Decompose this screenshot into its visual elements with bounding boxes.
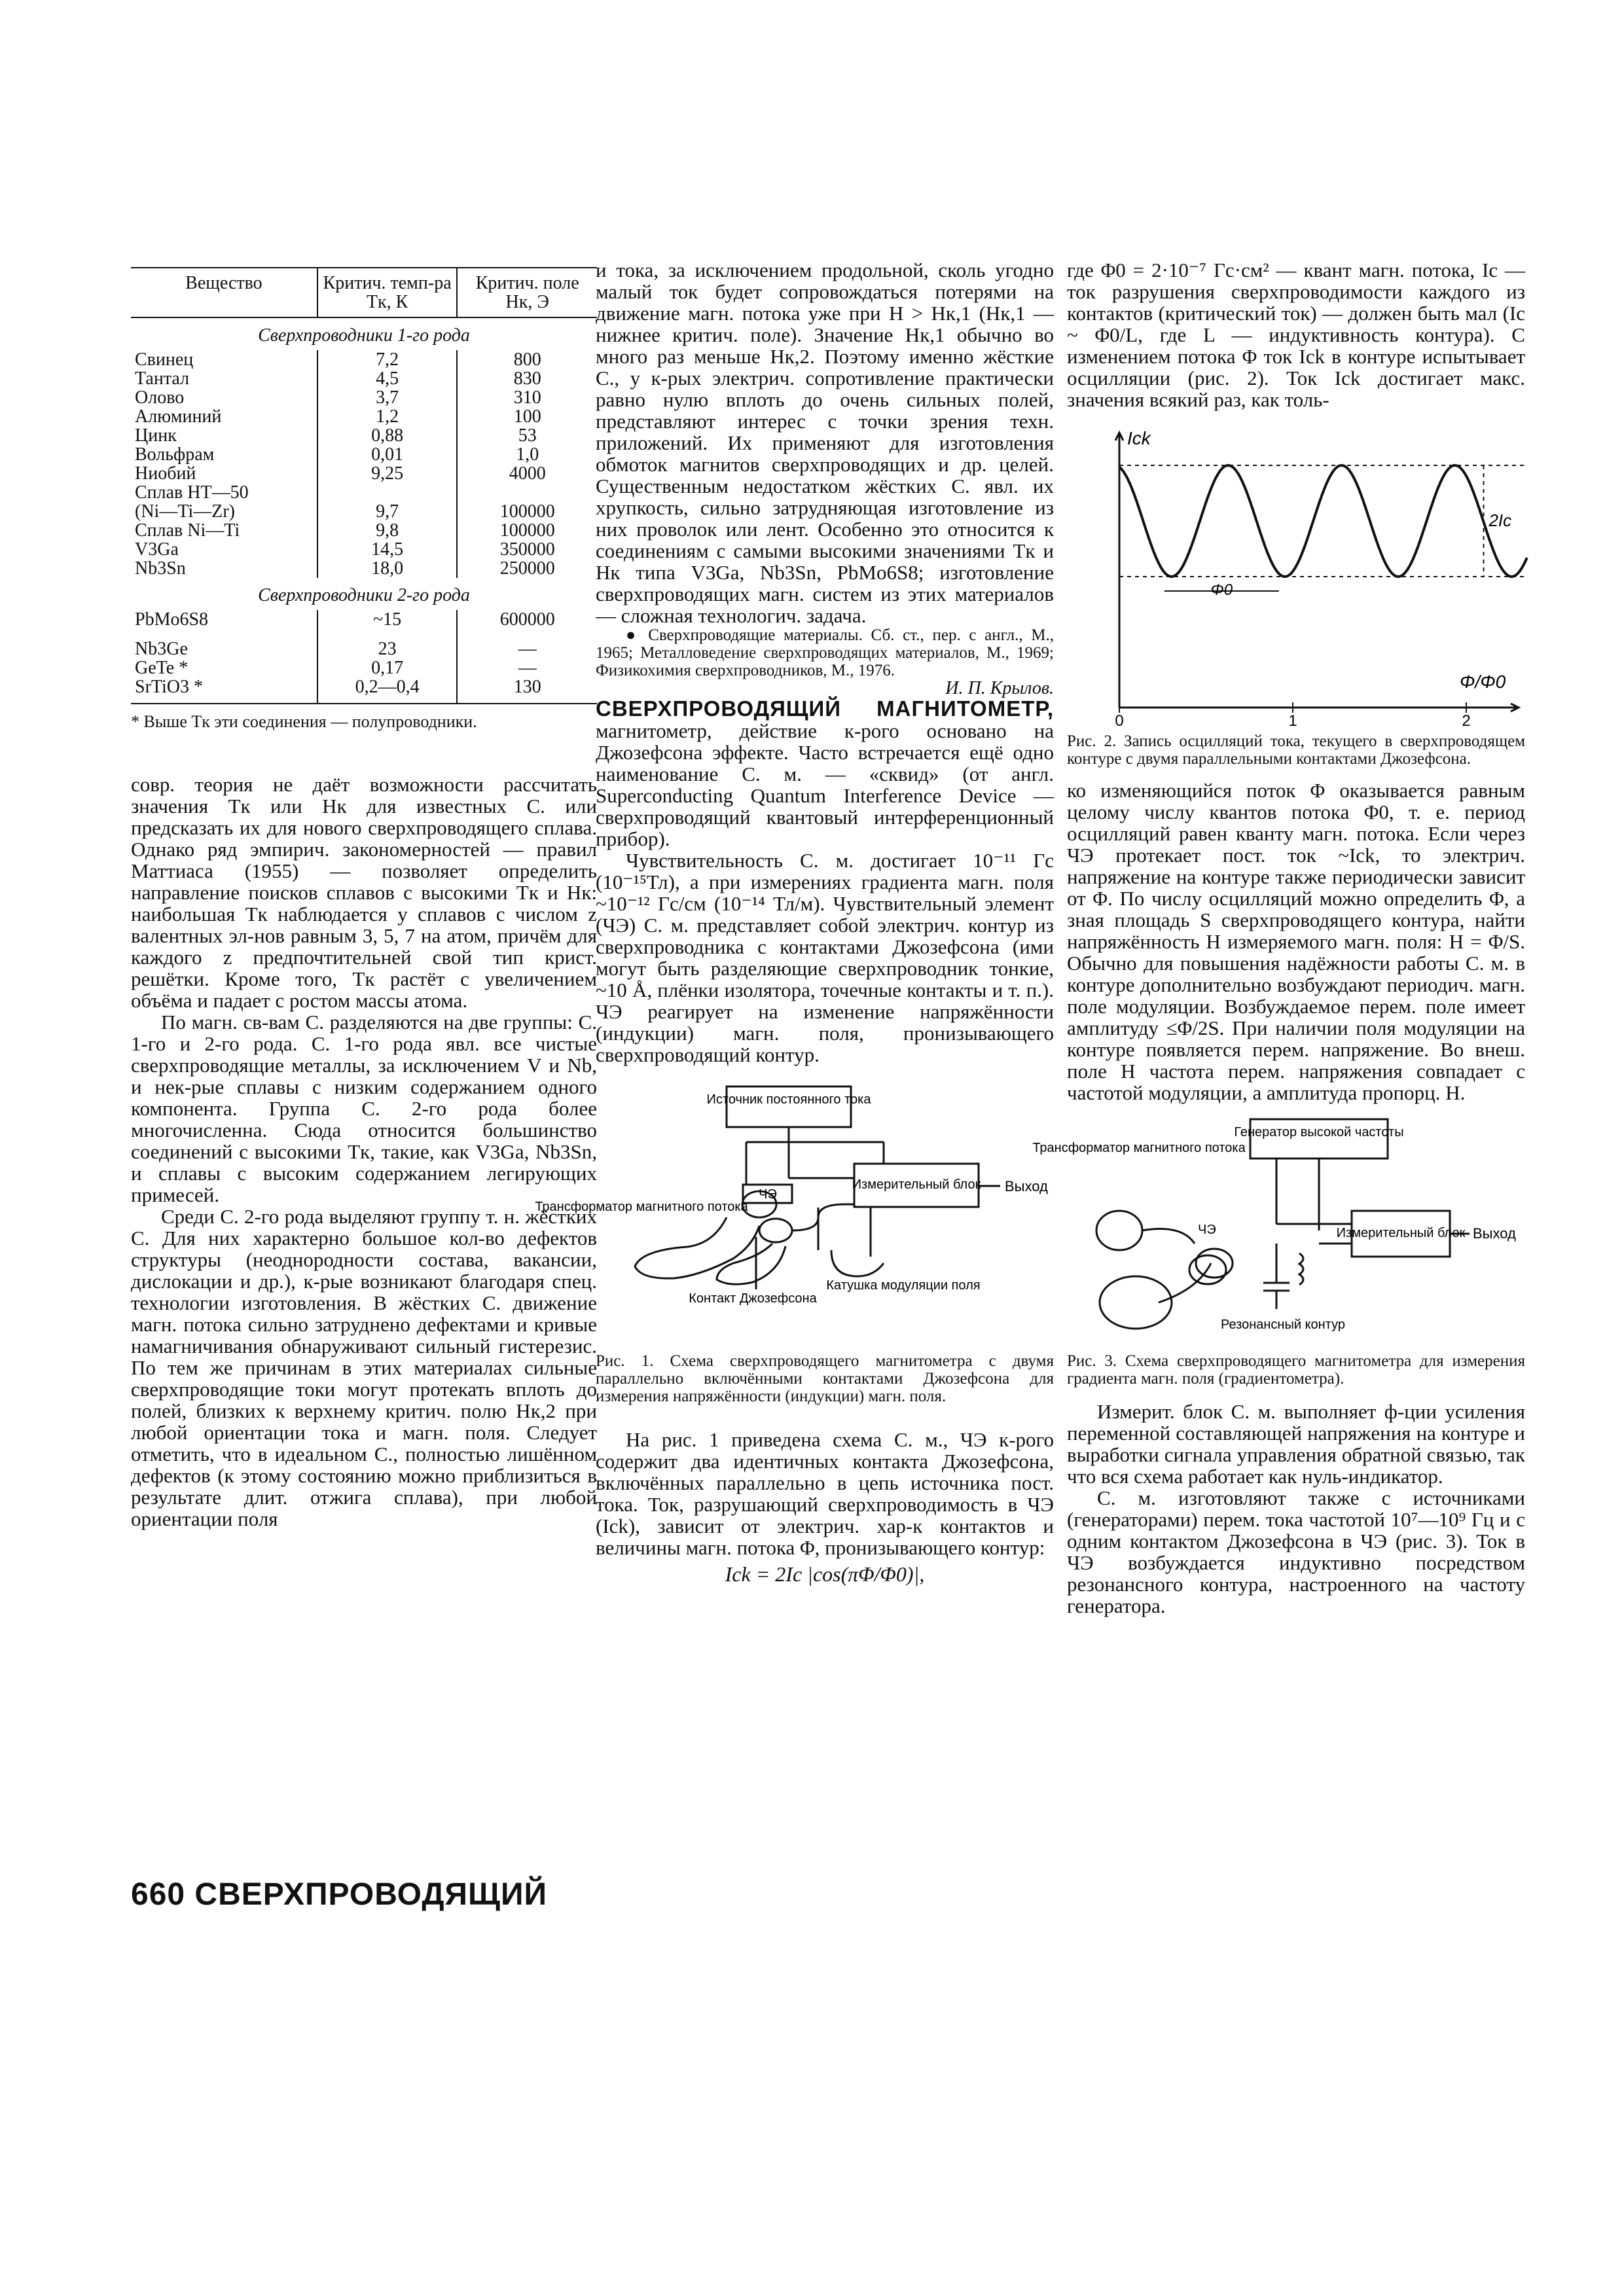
figure-2-chart: [1067, 420, 1525, 730]
table-row: Nb3Ge 23 —: [131, 629, 597, 658]
col1-paragraph: совр. теория не даёт возможности рассчитать значения Tк или Hк для известных С. или предсказать их для нового сверхпроводящего сплава. Однако ряд эмпирич. закономерностей — правил Маттиаса (1955) — позволяет определить направление поисков сплавов с высокими Tк и Hк: наибольшая Tк наблюдается у сплавов с числом z валентных эл-нов равным 3, 5, 7 на атом, причём для каждого z предпочтительней свой тип крист. решётки. Кроме того, Tк растёт с увеличением объёма и падает с ростом массы атома.: [131, 773, 597, 1012]
x-tick-label: 0: [1115, 712, 1124, 730]
col2-paragraph: Чувствительность С. м. достигает 10⁻¹¹ Гс (10⁻¹⁵Тл), а при измерениях градиента магн. поля ~10⁻¹² Гс/см (10⁻¹⁴ Тл/м). Чувствительный элемент (ЧЭ) С. м. представляет собой электрич. контур из сверхпроводника с контактами Джозефсона (ими могут быть разделяющие сверхпроводник тонкие, ~10 Å, плёнки изолятора, точечные контакты и т. п.). ЧЭ реагирует на изменение напряжённости (индукции) магн. поля, пронизывающего сверхпроводящий контур.: [596, 849, 1054, 1066]
generator-label: Генератор высокой частоты: [1234, 1125, 1404, 1139]
table-row: Свинец 7,2 800: [131, 350, 597, 369]
table-footnote: * Выше Tк эти соединения — полупроводники.: [131, 712, 477, 731]
table-row: Цинк 0,88 53: [131, 426, 597, 445]
column-1: [131, 267, 597, 1530]
page-folio: 660 СВЕРХПРОВОДЯЩИЙ: [131, 1877, 547, 1912]
meter-label: Измерительный блок: [1336, 1226, 1466, 1240]
resonant-label: Резонансный контур: [1221, 1318, 1345, 1332]
column-2: [535, 259, 1054, 1586]
table-row: SrTiO3 * 0,2—0,4 130: [131, 677, 597, 704]
table-head-temp: Критич. темп-ра Tк, К: [317, 268, 458, 317]
table-row: Ниобий 9,25 4000: [131, 464, 597, 483]
figure-2-caption: Рис. 2. Запись осцилляций тока, текущего в сверхпроводящем контуре с двумя параллельными контактами Джозефсона.: [1067, 732, 1525, 768]
col3-paragraph: где Φ0 = 2·10⁻⁷ Гс·см² — квант магн. потока, Ic — ток разрушения сверхпроводимости каждого из контактов (критический ток) — должен быть мал (Ic ~ Φ0/L, где L — индуктивность контура). С изменением потока Φ ток Ick в контуре испытывает осцилляции (рис. 2). Ток Ick достигает макс. значения всякий раз, как толь-: [1067, 259, 1525, 411]
table-row: PbMo6S8 ~15 600000: [131, 610, 597, 629]
table-row: GeTe * 0,17 —: [131, 658, 597, 677]
x-axis-label: Φ/Φ0: [1460, 672, 1506, 692]
col3-paragraph: ко изменяющийся поток Φ оказывается равным целому числу квантов потока Φ0, т. е. период осцилляций равен кванту магн. потока. Если через ЧЭ протекает пост. ток ~Ick, то электрич. напряжение на контуре также периодически зависит от Φ. По числу осцилляций можно определить Φ, а зная площадь S сверхпроводящего контура, найти напряжённость H измеряемого магн. поля: H = Φ/S. Обычно для повышения надёжности работы С. м. в контуре дополнительно возбуждают периодич. магн. поле модуляции. Возбуждаемое перем. поле имеет амплитуду ≤Φ/2S. При наличии поля модуляции на контуре появляется перем. напряжение. Во внеш. поле H частота перем. напряжения совпадает с частотой модуляции, а амплитуда пропорц. H.: [1067, 779, 1525, 1104]
table-row: V3Ga 14,5 350000: [131, 540, 597, 559]
table-row: Nb3Sn 18,0 250000: [131, 559, 597, 578]
table-group-1: Сверхпроводники 1-го рода: [258, 325, 470, 346]
contact-label: Контакт Джозефсона: [689, 1291, 817, 1306]
figure-3-caption: Рис. 3. Схема сверхпроводящего магнитометра для измерения градиента магн. поля (градиентометра).: [1067, 1352, 1525, 1388]
entry-heading: СВЕРХПРОВОДЯЩИЙ МАГНИТОМЕТР,: [596, 696, 1054, 721]
y-axis-label: Ick: [1127, 428, 1151, 448]
x-tick-label: 1: [1288, 712, 1297, 730]
table-head-field: Критич. поле Hк, Э: [457, 268, 597, 317]
coil-label: Катушка модуляции поля: [826, 1278, 981, 1293]
col2-paragraph: На рис. 1 приведена схема С. м., ЧЭ к-рого содержит два идентичных контакта Джозефсона, включённых параллельно в цепь источника пост. тока. Ток, разрушающий сверхпроводимость в ЧЭ (Ick), зависит от электрич. хар-к контактов и величины магн. потока Φ, пронизывающего контур:: [596, 1428, 1054, 1559]
col1-paragraph: По магн. св-вам С. разделяются на две группы: С. 1-го и 2-го рода. С. 1-го рода явл. все чистые сверхпроводящие металлы, за исключением V и Nb, и нек-рые сплавы с низким содержанием одного компонента. Группа С. 2-го рода более многочисленна. Сюда относится большинство соединений с высокими Tк, такие, как V3Ga, Nb3Sn, и сплавы с высоким содержанием легирующих примесей.: [131, 1011, 597, 1206]
che-label: ЧЭ: [759, 1187, 777, 1202]
x-tick-label: 2: [1462, 712, 1471, 730]
col3-paragraph: Измерит. блок С. м. выполняет ф-ции усиления переменной составляющей напряжения на контуре и выработки сигнала управления обратной связью, так что вся схема работает как нуль-индикатор.: [1067, 1400, 1525, 1488]
table-row: (Ni—Ti—Zr) 9,7 100000: [131, 502, 597, 521]
table-row: Тантал 4,5 830: [131, 369, 597, 388]
table-row: Олово 3,7 310: [131, 388, 597, 407]
source-label: Источник постоянного тока: [706, 1092, 871, 1107]
table-row: Вольфрам 0,01 1,0: [131, 445, 597, 464]
column-3: [1032, 259, 1525, 1617]
table-head-substance: Вещество: [131, 268, 317, 317]
out-label: Выход: [1473, 1225, 1516, 1242]
out-label: Выход: [1005, 1178, 1048, 1194]
current-oscillation-curve: [1119, 465, 1527, 577]
transformer-label: Трансформатор магнитного потока: [535, 1200, 748, 1214]
figure-1-diagram: [535, 1080, 1054, 1348]
col2-paragraph: и тока, за исключением продольной, сколь угодно малый ток будет сопровождаться потерями на движение магн. потока уже при H > Hк,1 (Hк,1 — нижнее критич. поле). Значение Hк,1 обычно во много раз меньше Hк,2. Поэтому именно жёсткие С., у к-рых электрич. сопротивление практически равно нулю вплоть до очень сильных полей, представляют интерес с точки зрения техн. приложений. Их применяют для изготовления обмоток магнитов сверхпроводящих и др. целей. Существенным недостатком жёстких С. явл. их хрупкость, сильно затрудняющая изготовление из них проволок или лент. Особенно это относится к соединениям с самыми высокими значениями Tк и Hк типа V3Ga, Nb3Sn, PbMo6S8; изготовление сверхпроводящих магн. систем из этих материалов — сложная технологич. задача.: [596, 259, 1054, 627]
table-row: Сплав Ni—Ti 9,8 100000: [131, 521, 597, 540]
period-label: Φ0: [1210, 581, 1233, 599]
author-signature: И. П. Крылов.: [945, 678, 1054, 698]
table-group-2: Сверхпроводники 2-го рода: [258, 585, 470, 605]
meter-label: Измерительный блок: [852, 1177, 981, 1192]
col2-entry: СВЕРХПРОВОДЯЩИЙ МАГНИТОМЕТР, магнитометр, действие к-рого основано на Джозефсона эффекте. Часто встречается ещё одно наименование С. м. — «сквид» (от англ. Superconducting Quantum Interference Device — сверхпроводящий квантовый интерференционный прибор).: [596, 696, 1054, 850]
transformer-label: Трансформатор магнитного потока: [1032, 1141, 1246, 1155]
che-label: ЧЭ: [1198, 1223, 1216, 1237]
materials-table: [131, 267, 597, 704]
col1-paragraph: Среди С. 2-го рода выделяют группу т. н. жёстких С. Для них характерно большое кол-во дефектов структуры (неоднородности состава, вакансии, дислокации и др.), к-рые возникают благодаря спец. технологии изготовления. В жёстких С. движение магн. потока сильно затруднено дефектами и кривые намагничивания обнаруживают сильный гистерезис. По тем же причинам в этих материалах сильные сверхпроводящие токи могут протекать вплоть до полей, близких к верхнему критич. полю Hк,2 при любой ориентации тока и магн. поля. Следует отметить, что в идеальном С., полностью лишённом дефектов (к этому состоянию можно приблизиться в результате длит. отжига сплава), при любой ориентации поля: [131, 1205, 597, 1530]
figure-3-diagram: [1032, 1113, 1525, 1348]
table-row: Сплав НТ—50: [131, 483, 597, 502]
literature-list: ● Сверхпроводящие материалы. Сб. ст., пер. с англ., М., 1965; Металловедение сверхпроводящих материалов, М., 1969; Физикохимия сверхпроводников, М., 1976.: [596, 626, 1054, 679]
formula: Ick = 2Ic |cos(πΦ/Φ0)|,: [725, 1562, 925, 1586]
amplitude-label: 2Ic: [1489, 511, 1512, 530]
figure-1-caption: Рис. 1. Схема сверхпроводящего магнитометра с двумя параллельно включёнными контактами Джозефсона для измерения напряжённости (индукции) магн. поля.: [596, 1352, 1054, 1405]
table-row: Алюминий 1,2 100: [131, 407, 597, 426]
col3-paragraph: С. м. изготовляют также с источниками (генераторами) перем. тока частотой 10⁷—10⁹ Гц и с одним контактом Джозефсона в ЧЭ (рис. 3). Ток в ЧЭ возбуждается индуктивно посредством резонансного контура, настроенного на частоту генератора.: [1067, 1486, 1525, 1617]
